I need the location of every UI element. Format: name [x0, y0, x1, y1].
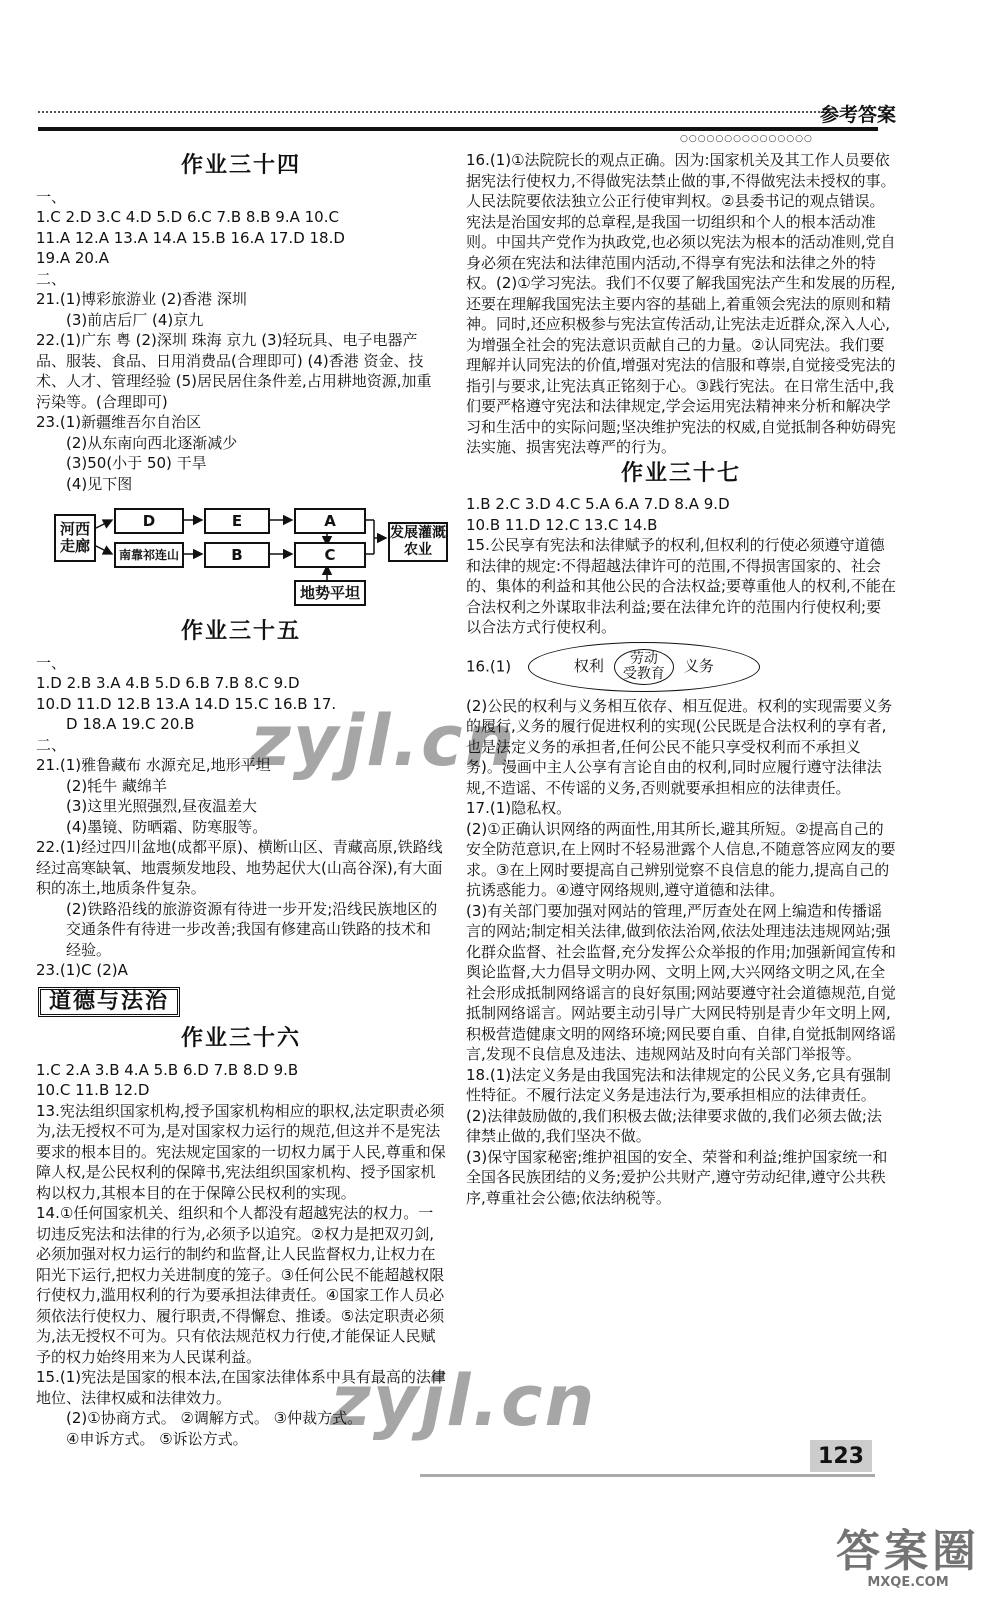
s37-q16-label: 16.(1) — [466, 657, 512, 675]
s35-mc3: D 18.A 19.C 20.B — [66, 715, 195, 733]
watermark-corner-text: 答案圈 — [836, 1526, 980, 1577]
s36-q15a: 15.(1)宪法是国家的根本法,在国家法律体系中具有最高的法律地位、法律权威和法律效力。 — [36, 1368, 446, 1407]
s35-mc1: 1.D 2.B 3.A 4.B 5.D 6.B 7.B 8.C 9.D — [36, 674, 300, 692]
s34-mc2: 11.A 12.A 13.A 14.A 15.B 16.A 17.D 18.D — [36, 228, 345, 247]
s36-q15b: (2)①协商方式。 ②调解方式。 ③仲裁方式。 — [66, 1409, 363, 1427]
s37-q17b: (2)①正确认识网络的两面性,用其所长,避其所短。②提高自己的安全防范意识,在上网时不轻易泄露个人信息,不随意答应网友的要求。③在上网时要提高自己辨别觉察不良信息的能力,提高自己的抗诱惑能力。④遵守网络规则,遵守道德和法律。 — [466, 819, 896, 899]
s34-h1: 一、 — [36, 187, 67, 206]
watermark-2: zyjl.cn — [330, 1360, 597, 1442]
s34-q23b: (2)从东南向西北逐渐减少 — [66, 433, 238, 452]
s35-mc2: 10.D 11.D 12.B 13.A 14.D 15.C 16.B 17. — [36, 694, 337, 713]
s34-mc1: 1.C 2.D 3.C 4.D 5.D 6.C 7.B 8.B 9.A 10.C — [36, 208, 339, 226]
s34-q23d: (4)见下图 — [66, 474, 133, 493]
section-title-34: 作业三十四 — [180, 153, 301, 178]
s35-h1: 一、 — [36, 653, 67, 672]
section-title-35: 作业三十五 — [180, 619, 301, 644]
s35-q22b: (2)铁路沿线的旅游资源有待进一步开发;沿线民族地区的交通条件有待进一步改善;我国有修建高山铁路的技术和经验。 — [66, 899, 438, 959]
section-title-37: 作业三十七 — [620, 460, 741, 486]
s37-q17c: (3)有关部门要加强对网站的管理,严厉查处在网上编造和传播谣言的网站;制定相关法律,做到依法治网,依法处理违法违规网站;强化群众监督、社会监督,充分发挥公众举报的作用;加强新闻宣传和舆论监督,大力倡导文明办网、文明上网,大兴网络文明之风,在全社会形成抵制网络谣言的良好氛围;网站要遵守社会道德规范,自觉抵制网络谣言。网站要主动引导广大网民特别是青少年文明上网,积极营造健康文明的网络环境;网民要自重、自律,自觉抵制网络谣言,发现不良信息及违法、违规网站及时向有关部门举报等。 — [466, 901, 896, 1063]
subject-title: 道德与法治 — [38, 987, 180, 1018]
oval-right: 义务 — [683, 657, 714, 676]
hexi-diagram — [36, 500, 446, 612]
right-column — [466, 150, 896, 1208]
section-title-36: 作业三十六 — [180, 1026, 301, 1051]
s34-q23c: (3)50(小于 50) 干旱 — [66, 454, 207, 472]
s37-q18c: (3)保守国家秘密;维护祖国的安全、荣誉和利益;维护国家统一和全国各民族团结的义务;爱护公共财产,遵守劳动纪律,遵守公共秩序,尊重社会公德;依法纳税等。 — [466, 1147, 888, 1207]
header-dotted-line — [38, 111, 828, 113]
box-develop: 发展灌溉农业 — [388, 522, 448, 562]
box-c: C — [294, 542, 366, 568]
s37-q15: 15.公民享有宪法和法律赋予的权利,但权利的行使必须遵守道德和法律的规定:不得超越法律许可的范围,不得损害国家的、社会的、集体的利益和其他公民的合法权益;要尊重他人的权利,不能在合法权利之外谋取非法利益;要在法律允许的范围内行使权利;要以合法方式行使权利。 — [466, 536, 896, 636]
footer-bar — [420, 1474, 875, 1477]
s35-q23: 23.(1)C (2)A — [36, 961, 128, 979]
header-dots: ○○○○○○○○○○○○○○○ — [680, 134, 813, 144]
s35-q22a: 22.(1)经过四川盆地(成都平原)、横断山区、青藏高原,铁路线经过高寒缺氧、地震频发地段、地势起伏大(山高谷深),有大面积的冻土,地质条件复杂。 — [36, 838, 443, 897]
s35-q21b: (2)牦牛 藏绵羊 — [66, 776, 168, 795]
box-b: B — [204, 542, 270, 568]
s36-q15c: ④申诉方式。 ⑤诉讼方式。 — [66, 1429, 248, 1448]
s34-q22: 22.(1)广东 粤 (2)深圳 珠海 京九 (3)轻玩具、电子电器产品、服装、食品、日用消费品(合理即可) (4)香港 资金、技术、人才、管理经验 (5)居民居住条件差,占用耕地资源,加重污染等。(合理即可) — [36, 331, 432, 411]
watermark-1: zyjl.cn — [250, 700, 517, 782]
s36-q14: 14.①任何国家机关、组织和个人都没有超越宪法的权力。一切违反宪法和法律的行为,必须予以追究。②权力是把双刃剑,必须加强对权力运行的制约和监督,让人民监督权力,让权力在阳光下运行,把权力关进制度的笼子。③任何公民不能超越权限行使权力,滥用权利的行为要承担法律责任。④国家工作人员必须依法行使权力、履行职责,不得懈怠、推诿。⑤法定职责必须为,法无授权不可为。只有依法规范权力行使,才能保证人民赋予的权力始终用来为人民谋利益。 — [36, 1204, 445, 1366]
s34-mc3: 19.A 20.A — [36, 249, 110, 267]
s34-q21b: (3)前店后厂 (4)京九 — [66, 310, 204, 329]
s34-q21a: 21.(1)博彩旅游业 (2)香港 深圳 — [36, 290, 247, 308]
page-number: 123 — [810, 1440, 872, 1472]
s35-q21d: (4)墨镜、防晒霜、防寒服等。 — [66, 817, 268, 836]
s34-h2: 二、 — [36, 269, 67, 288]
oval-left: 权利 — [573, 657, 604, 676]
s36-q13: 13.宪法组织国家机构,授予国家机构相应的职权,法定职责必须为,法无授权不可为,是对国家权力运行的规范,但这并不是宪法要求的根本目的。宪法规定国家的一切权力属于人民,尊重和保障人权,是公民权利的保障书,宪法组织国家机构、授予国家机构以权力,其根本目的在于保障公民权利的实现。 — [36, 1101, 446, 1202]
box-d: D — [114, 508, 184, 534]
s37-q16-row — [466, 642, 896, 692]
s37-q18a: 18.(1)法定义务是由我国宪法和法律规定的公民义务,它具有强制性特征。不履行法定义务是违法行为,要承担相应的法律责任。 — [466, 1065, 891, 1104]
watermark-corner — [836, 1526, 980, 1590]
left-column — [36, 150, 446, 1449]
box-qilian: 南靠祁连山 — [114, 542, 184, 568]
s37-q17a: 17.(1)隐私权。 — [466, 799, 572, 817]
s37-q16b: (2)公民的权利与义务相互依存、相互促进。权利的实现需要义务的履行,义务的履行促进权利的实现(公民既是合法权利的享有者,也是法定义务的承担者,任何公民不能只享受权利而不承担义务)。漫画中主人公享有言论自由的权利,同时应履行遵守法律法规,不造谣、不传谣的义务,否则就要承担相应的法律责任。 — [466, 696, 893, 797]
s36-mc1: 1.C 2.A 3.B 4.A 5.B 6.D 7.B 8.D 9.B — [36, 1060, 299, 1079]
header-bar — [38, 127, 878, 131]
oval-middle: 劳动 受教育 — [614, 649, 674, 685]
s37-q18b: (2)法律鼓励做的,我们积极去做;法律要求做的,我们必须去做;法律禁止做的,我们坚决不做。 — [466, 1106, 882, 1145]
s35-q21a: 21.(1)雅鲁藏布 水源充足,地形平坦 — [36, 756, 271, 774]
s34-q23a: 23.(1)新疆维吾尔自治区 — [36, 413, 202, 431]
s35-h2: 二、 — [36, 735, 67, 754]
header-title: 参考答案 — [820, 104, 897, 126]
box-e: E — [204, 508, 270, 534]
s36-q16: 16.(1)①法院院长的观点正确。因为:国家机关及其工作人员要依据宪法行使权力,不得做宪法禁止做的事,不得做宪法未授权的事。人民法院要依法独立公正行使审判权。②县委书记的观点错误。宪法是治国安邦的总章程,是我国一切组织和个人的根本活动准则。中国共产党作为执政党,也必须以宪法为根本的活动准则,党自身必须在宪法和法律范围内活动,不得享有宪法和法律之外的特权。(2)①学习宪法。我们不仅要了解我国宪法产生和发展的历程,还要在理解我国宪法主要内容的基础上,着重领会宪法的原则和精神。同时,还应积极参与宪法宣传活动,让宪法走近群众,深入人心,为增强全社会的宪法意识贡献自己的力量。②认同宪法。我们要理解并认同宪法的价值,增强对宪法的信服和尊崇,自觉接受宪法的指引与要求,让宪法真正铭刻于心。③践行宪法。在日常生活中,我们要严格遵守宪法和法律规定,学会运用宪法精神来分析和解决学习和生活中的实际问题;坚决维护宪法的权威,自觉抵制各种妨碍宪法实施、损害宪法尊严的行为。 — [466, 151, 896, 456]
watermark-corner-url: MXQE.COM — [867, 1575, 949, 1590]
s36-mc2: 10.C 11.B 12.D — [36, 1081, 150, 1099]
rights-duties-oval — [528, 642, 760, 692]
box-flat: 地势平坦 — [294, 580, 366, 606]
s35-q21c: (3)这里光照强烈,昼夜温差大 — [66, 797, 258, 815]
box-hexi: 河西走廊 — [54, 514, 96, 562]
s37-mc1: 1.B 2.C 3.D 4.C 5.A 6.A 7.D 8.A 9.D — [466, 495, 730, 513]
box-a: A — [294, 508, 366, 534]
s37-mc2: 10.B 11.D 12.C 13.C 14.B — [466, 515, 658, 534]
